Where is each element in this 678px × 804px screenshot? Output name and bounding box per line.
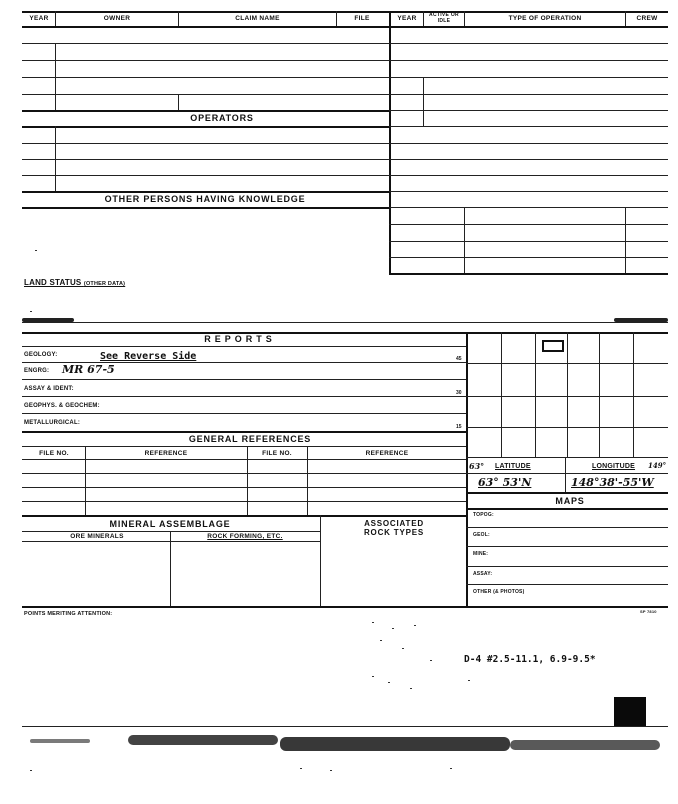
operators-heading: OPERATORS [190,113,254,123]
maps-heading: MAPS [555,496,585,506]
lon-suffix: 149° [648,461,667,470]
ore-minerals-header: ORE MINERALS [70,533,124,540]
maps-assay: ASSAY: [473,571,493,577]
geology-num: 45 [456,356,462,362]
points-meriting-attention: POINTS MERITING ATTENTION: [24,611,113,617]
assay-ident-label: ASSAY & IDENT: [24,386,74,392]
longitude-value: 148°38'-55'W [571,476,654,489]
other-persons-heading: OTHER PERSONS HAVING KNOWLEDGE [104,194,306,204]
associated-rock-types-line2: ROCK TYPES [363,528,424,537]
typed-note: D-4 #2.5-11.1, 6.9-9.5* [464,654,596,665]
rock-forming-header: ROCK FORMING, ETC. [207,533,283,540]
metallurgical-num: 15 [456,424,462,430]
ref-reference-1: REFERENCE [144,450,188,457]
col-owner-header: OWNER [103,15,131,22]
latitude-value: 63° 53'N [478,476,532,489]
general-references-heading: GENERAL REFERENCES [188,434,312,444]
maps-other: OTHER (& PHOTOS) [473,589,525,595]
ref-file-no-2: FILE NO. [262,450,292,457]
geology-value: See Reverse Side [100,351,197,362]
col-file-header: FILE [354,15,370,22]
ref-reference-2: REFERENCE [365,450,409,457]
black-registration-mark [614,697,646,726]
assay-num: 30 [456,390,462,396]
maps-geol: GEOL: [473,532,490,538]
longitude-label: LONGITUDE [592,463,636,470]
latitude-label: LATITUDE [495,463,531,470]
engrg-label: ENGRG: [24,368,50,374]
metallurgical-label: METALLURGICAL: [24,420,81,426]
maps-mine: MINE: [473,551,489,557]
geology-label: GEOLOGY: [24,352,58,358]
maps-topog: TOPOG: [473,512,494,518]
location-marker-box [542,340,564,352]
lat-prefix: 63° [469,461,485,471]
col-active-idle-header: ACTIVE OR IDLE [429,12,459,24]
col-claim-name-header: CLAIM NAME [235,15,280,22]
land-status-sub: (OTHER DATA) [83,281,126,287]
reports-heading: REPORTS [204,334,276,344]
form-number: SP 7810 [640,609,657,614]
col-year-header: YEAR [29,15,49,22]
col-crew-header: CREW [636,15,658,22]
col-type-operation-header: TYPE OF OPERATION [508,15,582,22]
ref-file-no-1: FILE NO. [39,450,69,457]
col-year2-header: YEAR [397,15,417,22]
associated-rock-types-line1: ASSOCIATED [364,519,424,528]
geophys-label: GEOPHYS. & GEOCHEM: [24,403,100,409]
land-status-heading [24,278,125,287]
land-status-label: LAND STATUS [24,278,82,287]
engrg-value: MR 67-5 [62,363,115,376]
mineral-assemblage-heading: MINERAL ASSEMBLAGE [109,519,231,529]
